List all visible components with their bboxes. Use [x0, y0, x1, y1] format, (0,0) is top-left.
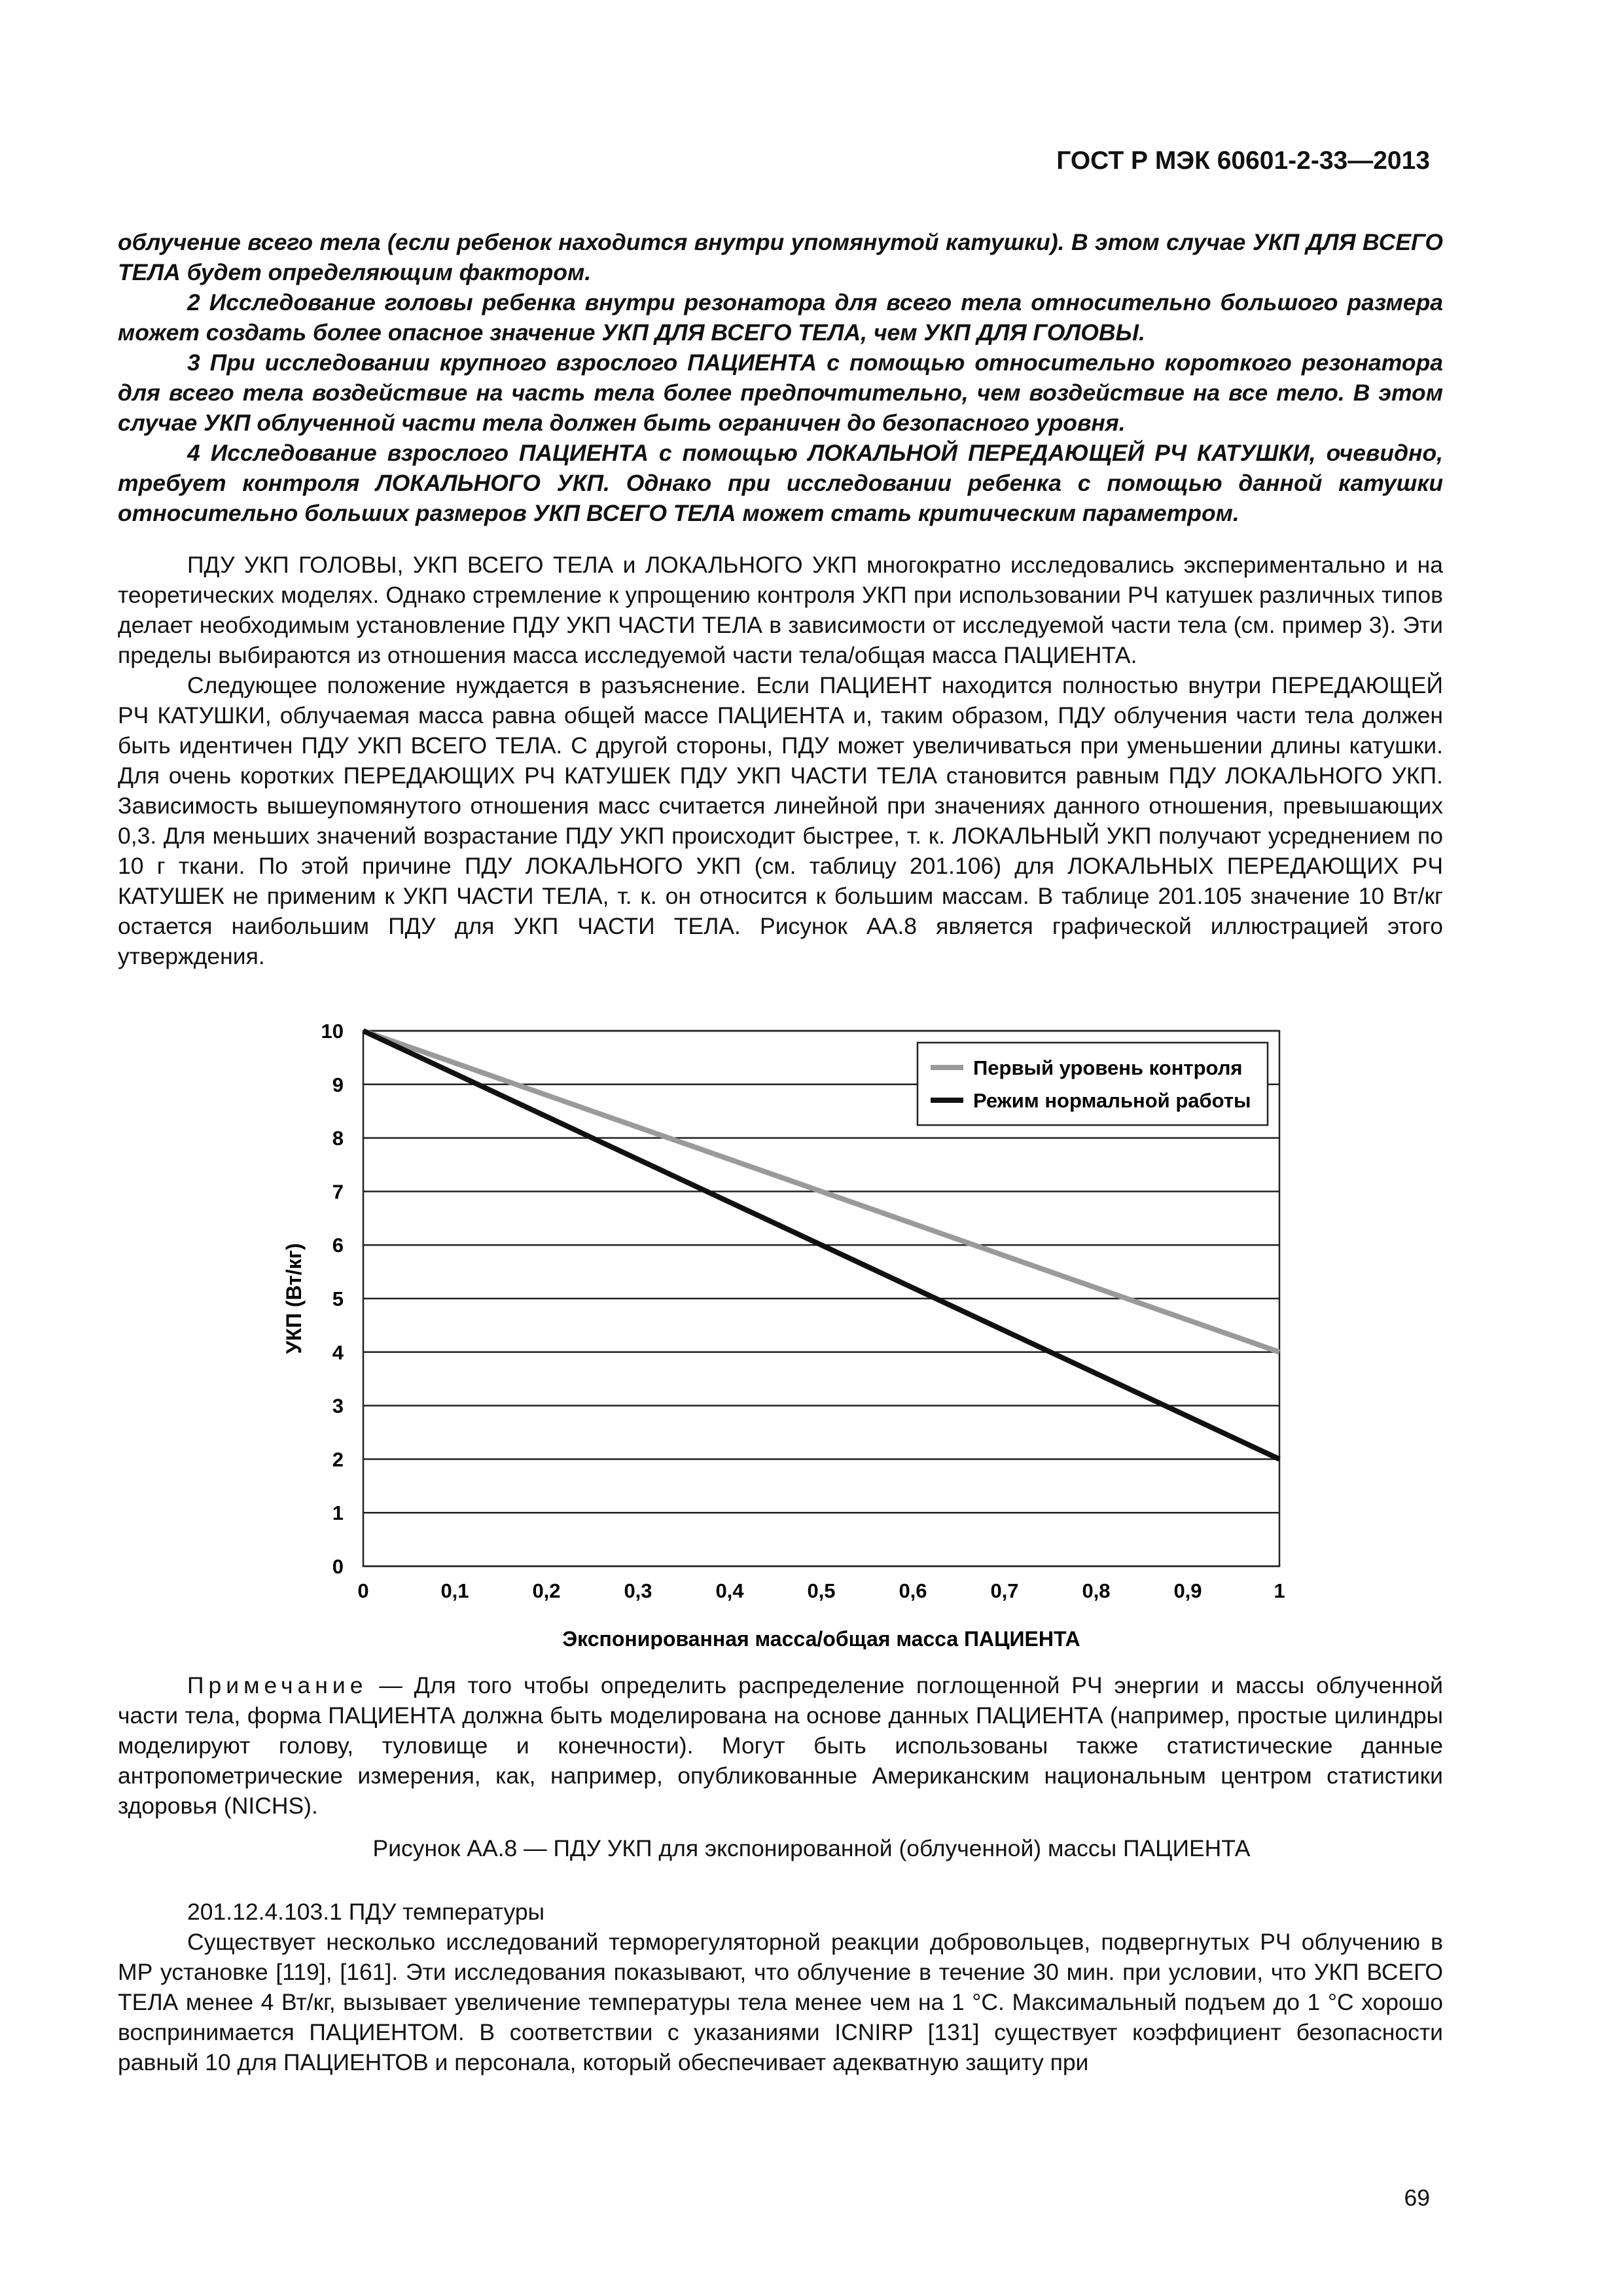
section-temperature: [118, 1897, 1443, 2077]
x-tick-label: 0,3: [624, 1579, 652, 1602]
x-tick-label: 0,8: [1082, 1579, 1111, 1602]
y-tick-labels: [321, 1020, 344, 1578]
body-paragraph-2: Следующее положение нуждается в разъяснение. Если ПАЦИЕНТ находится полностью внутри ПЕРЕДАЮЩЕЙ РЧ КАТУШКИ, облучаемая масса равна общей массе ПАЦИЕНТА и, таким образом, ПДУ облучения части тела должен быть идентичен ПДУ УКП ВСЕГО ТЕЛА. С другой стороны, ПДУ может увеличиваться при уменьшении длины катушки. Для очень коротких ПЕРЕДАЮЩИХ РЧ КАТУШЕК ПДУ УКП ЧАСТИ ТЕЛА становится равным ПДУ ЛОКАЛЬНОГО УКП. Зависимость вышеупомянутого отношения масс считается линейной при значениях данного отношения, превышающих 0,3. Для меньших значений возрастание ПДУ УКП происходит быстрее, т. к. ЛОКАЛЬНЫЙ УКП получают усреднением по 10 г ткани. По этой причине ПДУ ЛОКАЛЬНОГО УКП (см. таблицу 201.106) для ЛОКАЛЬНЫХ ПЕРЕДАЮЩИХ РЧ КАТУШЕК не применим к УКП ЧАСТИ ТЕЛА, т. к. он относится к большим массам. В таблице 201.105 значение 10 Вт/кг остается наибольшим ПДУ для УКП ЧАСТИ ТЕЛА. Рисунок АА.8 является графической иллюстрацией этого утверждения.: [118, 672, 1443, 969]
note-text: — Для того чтобы определить распределение поглощенной РЧ энергии и массы облученной части тела, форма ПАЦИЕНТА должна быть моделирована на основе данных ПАЦИЕНТА (например, простые цилиндры моделируют голову, туловище и конечности). Могут быть использованы также статистические данные антропометрические измерения, как, например, опубликованные Американским национальным центром статистики здоровья (NICHS).: [118, 1672, 1443, 1819]
y-axis-label: УКП (Вт/кг): [282, 1243, 306, 1354]
x-tick-label: 0,9: [1173, 1579, 1202, 1602]
y-tick-label: 9: [332, 1073, 344, 1096]
x-axis-label: Экспонированная масса/общая масса ПАЦИЕНТА: [562, 1627, 1080, 1649]
figure-chart: [262, 1005, 1302, 1649]
legend-label: Первый уровень контроля: [973, 1056, 1243, 1079]
x-tick-label: 0,1: [440, 1579, 469, 1602]
italic-notes: [118, 227, 1443, 528]
body-paragraph-1: ПДУ УКП ГОЛОВЫ, УКП ВСЕГО ТЕЛА и ЛОКАЛЬНОГО УКП многократно исследовались экспериментально и на теоретических моделях. Однако стремление к упрощению контроля УКП при использовании РЧ катушек различных типов делает необходимым установление ПДУ УКП ЧАСТИ ТЕЛА в зависимости от исследуемой части тела (см. пример 3). Эти пределы выбираются из отношения масса исследуемой части тела/общая масса ПАЦИЕНТА.: [118, 552, 1443, 668]
figure-note: [118, 1670, 1443, 1821]
figure-caption: Рисунок АА.8 — ПДУ УКП для экспонированной (облученной) массы ПАЦИЕНТА: [372, 1835, 1251, 1861]
legend-box: [918, 1043, 1268, 1125]
page-number: 69: [1404, 2185, 1430, 2211]
y-tick-label: 5: [332, 1287, 344, 1310]
legend-label: Режим нормальной работы: [973, 1089, 1251, 1112]
chart-legend: [918, 1043, 1268, 1125]
y-tick-label: 6: [332, 1234, 344, 1257]
note-label: Примечание: [187, 1672, 368, 1698]
italic-note-2: 2 Исследование головы ребенка внутри резонатора для всего тела относительно большого размера может создать более опасное значение УКП ДЛЯ ВСЕГО ТЕЛА, чем УКП ДЛЯ ГОЛОВЫ.: [118, 289, 1443, 346]
body-text: [118, 550, 1443, 971]
y-tick-label: 3: [332, 1394, 344, 1418]
x-tick-labels: [357, 1579, 1285, 1602]
document-header: ГОСТ Р МЭК 60601-2-33—2013: [1056, 147, 1430, 175]
x-tick-label: 0,4: [715, 1579, 744, 1602]
x-tick-label: 0: [357, 1579, 369, 1602]
note-paragraph: [118, 1670, 1443, 1821]
y-tick-label: 0: [332, 1555, 344, 1578]
y-tick-label: 1: [332, 1501, 344, 1525]
italic-note-3: 3 При исследовании крупного взрослого ПАЦИЕНТА с помощью относительно короткого резонатора для всего тела воздействие на часть тела более предпочтительно, чем воздействие на все тело. В этом случае УКП облученной части тела должен быть ограничен до безопасного уровня.: [118, 350, 1443, 436]
y-tick-label: 2: [332, 1448, 344, 1471]
italic-note-4: 4 Исследование взрослого ПАЦИЕНТА с помощью ЛОКАЛЬНОЙ ПЕРЕДАЮЩЕЙ РЧ КАТУШКИ, очевидно, требует контроля ЛОКАЛЬНОГО УКП. Однако при исследовании ребенка с помощью данной катушки относительно больших размеров УКП ВСЕГО ТЕЛА может стать критическим параметром.: [118, 440, 1443, 526]
y-tick-label: 8: [332, 1126, 344, 1150]
x-tick-label: 0,5: [807, 1579, 836, 1602]
section-heading: 201.12.4.103.1 ПДУ температуры: [187, 1899, 545, 1925]
y-tick-label: 7: [332, 1180, 344, 1204]
y-tick-label: 10: [321, 1020, 344, 1043]
x-tick-label: 0,7: [990, 1579, 1019, 1602]
y-tick-label: 4: [332, 1340, 344, 1364]
x-tick-label: 0,6: [899, 1579, 927, 1602]
x-tick-label: 0,2: [532, 1579, 561, 1602]
x-tick-label: 1: [1274, 1579, 1285, 1602]
italic-note-1: облучение всего тела (если ребенок находится внутри упомянутой катушки). В этом случае УКП ДЛЯ ВСЕГО ТЕЛА будет определяющим фактором.: [118, 229, 1443, 285]
section-text: Существует несколько исследований терморегуляторной реакции добровольцев, подвергнутых РЧ облучению в МР установке [119], [161]. Эти исследования показывают, что облучение в течение 30 мин. при условии, что УКП ВСЕГО ТЕЛА менее 4 Вт/кг, вызывает увеличение температуры тела менее чем на 1 °С. Максимальный подъем до 1 °С хорошо воспринимается ПАЦИЕНТОМ. В соответствии с указаниями ICNIRP [131] существует коэффициент безопасности равный 10 для ПАЦИЕНТОВ и персонала, который обеспечивает адекватную защиту при: [118, 1929, 1443, 2075]
chart-svg: [262, 1005, 1302, 1649]
